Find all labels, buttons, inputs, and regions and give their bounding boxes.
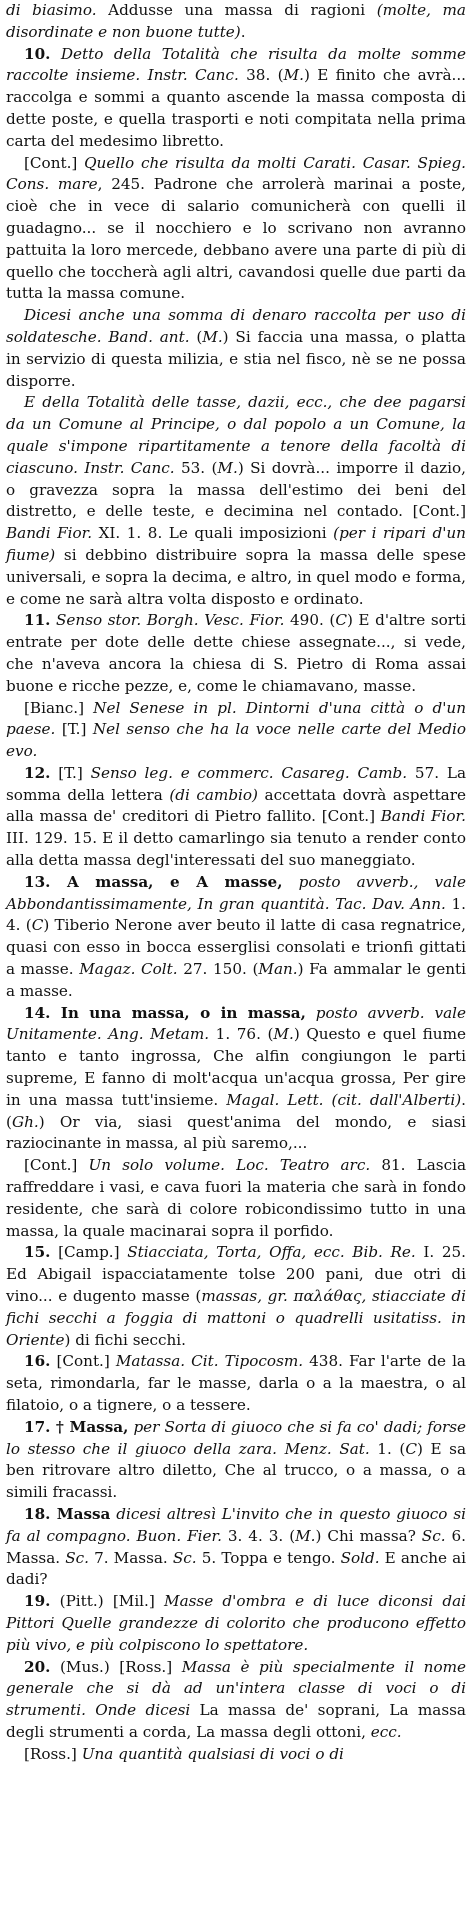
entry-heading-bold: 17.	[24, 1417, 51, 1436]
citation-italic: Sold.	[340, 1548, 380, 1567]
body-text	[283, 873, 299, 891]
body-text: 5. Toppa e tengo.	[196, 1548, 341, 1567]
paragraph-5	[6, 610, 466, 697]
citation-italic: Sc.	[172, 1548, 197, 1567]
body-text: 1. 4. (	[6, 894, 466, 935]
citation-italic: C	[405, 1439, 417, 1458]
citation-italic: Gh.	[11, 1112, 39, 1131]
body-text: (Mus.) [Ross.]	[50, 1657, 182, 1676]
citation-italic: (di cambio)	[169, 785, 258, 804]
citation-italic: Sc.	[65, 1548, 89, 1567]
entry-heading-bold: Massa	[50, 1504, 111, 1523]
body-text: La massa de' soprani, La massa degli strumenti a corda, La massa degli ottoni,	[6, 1701, 466, 1741]
citation-italic: (molte, ma disordinate e non buone tutte)	[6, 1, 466, 41]
entry-heading-bold: 20.	[24, 1657, 51, 1676]
citation-italic: M.	[202, 327, 223, 346]
entry-heading-bold: In una massa, o in massa,	[50, 1003, 306, 1022]
paragraph-6	[6, 698, 466, 763]
body-text: 38. (	[238, 66, 284, 85]
body-text	[306, 1004, 316, 1022]
entry-heading-bold: 12.	[24, 763, 51, 782]
body-text: 53. (	[174, 458, 218, 477]
body-text: si debbino distribuire sopra la massa delle spese universali, e sopra la decima, e altro, in quel modo e forma, e come ne sarà altra volta disposto e ordinato.	[6, 545, 466, 608]
citation-italic: Bandi Fior.	[6, 524, 93, 543]
citation-italic: Magal. Lett. (cit. dall'Alberti)	[226, 1090, 462, 1109]
paragraph-14	[6, 1504, 466, 1591]
paragraph-1	[6, 44, 466, 153]
citation-italic: Matassa. Cit. Tipocosm.	[115, 1352, 304, 1371]
citation-italic: E della Totalità delle tasse, dazii, ecc., che dee pagarsi da un Comune al Principe, o dal popolo a un Comune, la quale s'impone ripartitamente a tenore della facoltà di ciascuno. Instr. Canc.	[6, 393, 466, 477]
body-text: I. 25. Ed Abigail ispacciatamente tolse 200 pani, due otri di vino... e dugento masse (	[6, 1243, 467, 1306]
entry-heading-bold: 11.	[24, 611, 51, 630]
body-text: , 245. Padrone che arrolerà marinai a poste, cioè che in vece di salario comunicherà con quelli il guadagno... se il nocchiero e lo scrivano non avranno pattuita la loro mercede, debbano avere una parte di più di quello che toccherà agli altri, cavandosi quelle due parti da tutta la massa comune.	[6, 175, 467, 303]
citation-italic: Senso leg. e commerc. Casareg. Camb.	[90, 763, 408, 782]
body-text: ) Questo e quel fiume tanto e tanto ingrossa, Che alfin congiungon le parti supreme, E fanno di molt'acqua un'acqua grossa, Per gire in una massa tutt'insieme.	[6, 1025, 466, 1109]
paragraph-7	[6, 763, 466, 872]
paragraph-11	[6, 1242, 466, 1351]
body-text: ) E sa ben ritrovare altro diletto, Che al trucco, o a massa, o a simili fracassi.	[6, 1439, 466, 1502]
entry-heading-bold: 13.	[24, 872, 51, 891]
paragraph-12	[6, 1351, 466, 1416]
citation-italic: per Sorta di giuoco che si fa co' dadi; forse lo stesso che il giuoco della zara. Menz. Sat.	[6, 1417, 467, 1458]
paragraph-8	[6, 872, 466, 1003]
body-text: [Cont.]	[24, 1156, 89, 1175]
body-text: [Bianc.]	[24, 698, 94, 717]
body-text: ) Si faccia una massa, o platta in servizio di questa milizia, e stia nel fisco, nè se ne possa disporre.	[6, 327, 466, 390]
body-text: 6. Massa.	[6, 1526, 466, 1567]
citation-italic: Quello che risulta da molti Carati. Casar. Spieg. Cons. mare	[6, 153, 466, 194]
body-text: 1. (	[369, 1439, 406, 1458]
body-text: E anche ai dadi?	[6, 1548, 467, 1589]
body-text: ) Or via, siasi quest'anima del mondo, e siasi raziocinante in massa, al più saremo,...	[6, 1112, 466, 1153]
body-text: [T.]	[55, 720, 93, 739]
body-text: (Pitt.) [Mil.]	[50, 1592, 165, 1611]
body-text: [Ross.]	[24, 1744, 82, 1763]
body-text: 490. (	[284, 611, 336, 630]
body-text: .	[240, 22, 246, 41]
citation-italic: Sc.	[421, 1526, 446, 1545]
body-text: [Cont.]	[24, 153, 85, 172]
citation-italic: M.	[217, 458, 238, 477]
body-text: [Camp.]	[50, 1243, 128, 1262]
paragraph-4	[6, 392, 466, 610]
citation-italic: (per i ripari d'un fiume)	[6, 524, 466, 564]
paragraph-16	[6, 1657, 466, 1744]
entry-heading-bold: 18.	[24, 1504, 51, 1523]
body-text: ) Si dovrà... imporre il dazio, o gravezza sopra la massa dell'estimo dei beni del distretto, e delle teste, e decimina nel contado. [Cont.]	[6, 458, 467, 521]
body-text: accettata dovrà aspettare alla massa de' creditori di Pietro fallito. [Cont.]	[6, 785, 466, 826]
body-text: ) E d'altre sorti entrate per dote delle dette chiese assegnate..., si vede, che n'aveva ancora la chiesa di S. Pietro di Roma assai buone e ricche pezze, e, come le chiamavano, masse.	[6, 611, 466, 695]
citation-italic: ecc.	[370, 1722, 402, 1741]
citation-italic: Man.	[258, 960, 298, 979]
citation-italic: Nel Senese in pl. Dintorni d'una città o d'un paese.	[6, 698, 466, 739]
citation-italic: di biasimo.	[6, 1, 97, 19]
citation-italic: posto avverb., vale Abbondantissimamente, In gran quantità. Tac. Dav. Ann.	[6, 872, 466, 913]
body-text: . (	[6, 1090, 466, 1131]
paragraph-13	[6, 1417, 466, 1504]
entry-heading-bold: A massa, e A masse,	[50, 872, 283, 891]
entry-heading-bold: 16.	[24, 1352, 51, 1371]
citation-italic: Bandi Fior.	[380, 807, 466, 826]
entry-heading-bold: 15.	[24, 1243, 51, 1262]
citation-italic: Senso stor. Borgh. Vesc. Fior.	[56, 611, 285, 630]
citation-italic: massas, gr. παλάθας, stiacciate di fichi secchi a foggia di mattoni o quadrelli usitatiss. in Oriente	[6, 1287, 466, 1349]
citation-italic: C	[335, 611, 347, 630]
paragraph-2	[6, 153, 466, 306]
citation-italic: posto avverb. vale Unitamente. Ang. Metam.	[6, 1003, 466, 1044]
paragraph-9	[6, 1003, 466, 1156]
citation-italic: M.	[295, 1526, 316, 1545]
body-text: ) Fa ammalar le genti a masse.	[6, 960, 466, 1000]
body-text: 438. Far l'arte de la seta, rimondarla, far le masse, darla o a la maestra, o al filatoio, o a tignere, o a tessere.	[6, 1352, 466, 1414]
citation-italic: dicesi altresì L'invito che in questo giuoco si fa al compagno. Buon. Fier.	[6, 1504, 466, 1545]
citation-italic: Magaz. Colt.	[79, 960, 178, 979]
body-text: 27. 150. (	[177, 960, 259, 979]
paragraph-17	[6, 1744, 466, 1766]
citation-italic: Un solo volume. Loc. Teatro arc.	[88, 1156, 371, 1175]
body-text: XI. 1. 8. Le quali imposizioni	[92, 524, 334, 543]
body-text: 57. La somma della lettera	[6, 763, 467, 804]
paragraph-0	[6, 0, 466, 44]
body-text: [Cont.]	[50, 1352, 116, 1371]
entry-heading-bold: † Massa,	[50, 1417, 129, 1436]
citation-italic: Masse d'ombra e di luce diconsi dai Pittori Quelle grandezze di colorito che producono effetto più vivo, e più colpiscono lo spettatore.	[6, 1592, 467, 1654]
entry-heading-bold: 14.	[24, 1003, 51, 1022]
citation-italic: Massa è più specialmente il nome generale che si dà ad un'intera classe di voci o di strumenti. Onde dicesi	[6, 1657, 466, 1720]
citation-italic: M.	[273, 1025, 294, 1044]
citation-italic: Dicesi anche una somma di denaro raccolta per uso di soldatesche. Band. ant.	[6, 306, 466, 346]
paragraph-10	[6, 1155, 466, 1242]
citation-italic: Una quantità qualsiasi di voci o di	[81, 1744, 344, 1763]
body-text: ) E finito che avrà... raccolga e sommi a quanto ascende la massa composta di dette poste, e quella trasporti e noti compitata nella prima carta del medesimo libretto.	[6, 66, 466, 150]
paragraph-3	[6, 305, 466, 392]
citation-italic: C	[31, 916, 44, 935]
entry-heading-bold: 10.	[24, 44, 51, 63]
body-text: 3. 4. 3. (	[221, 1526, 296, 1545]
body-text: III. 129. 15. E il detto camarlingo sia tenuto a render conto alla detta massa degl'interessati del suo maneggiato.	[6, 829, 466, 870]
body-text: Addusse una massa di ragioni	[96, 1, 377, 19]
paragraph-15	[6, 1591, 466, 1656]
citation-italic: M.	[283, 66, 304, 85]
body-text: ) Tiberio Nerone aver beuto il latte di casa regnatrice, quasi con esso in bocca esserglisi consolati e trionfi gittati a masse.	[6, 916, 466, 979]
entry-heading-bold: 19.	[24, 1592, 51, 1611]
body-text: 81. Lascia raffreddare i vasi, e cava fuori la materia che sarà in fondo residente, che sarà di colore robicondissimo tutto in una massa, la quale macinarai sopra il porfido.	[6, 1156, 466, 1240]
body-text: 7. Massa.	[88, 1548, 173, 1567]
citation-italic: Stiacciata, Torta, Offa, ecc. Bib. Re.	[127, 1243, 416, 1262]
body-text: 1. 76. (	[209, 1025, 274, 1044]
citation-italic: Detto della Totalità che risulta da molte somme raccolte insieme. Instr. Canc.	[6, 44, 466, 85]
body-text: ) Chi massa?	[315, 1526, 422, 1545]
body-text: (	[189, 327, 203, 346]
body-text: [T.]	[50, 763, 91, 782]
citation-italic: Nel senso che ha la voce nelle carte del Medio evo.	[6, 720, 466, 761]
body-text: ) di fichi secchi.	[64, 1330, 186, 1349]
